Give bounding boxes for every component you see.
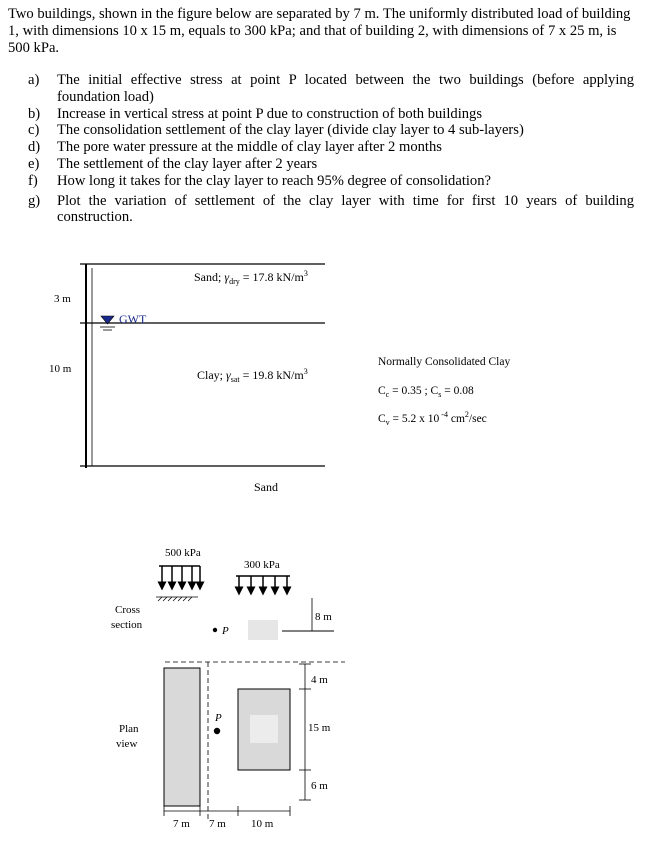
load-arrows-500 [159,566,200,586]
question-label: b) [28,105,41,122]
question-text: The consolidation settlement of the clay layer (divide clay layer to 4 sub-layers) [57,122,524,139]
bottom-sand-label: Sand [254,480,278,494]
load-arrows-300 [236,576,290,591]
sand-layer-label: Sand; $\gamma_{dry} = 17.8$ $kN/m^3$ [194,269,308,286]
question-text: The initial effective stress at point P located between the two buildings (before applying foundation load) [57,72,634,105]
dim-7m-label: 7 m [173,818,190,830]
question-label: f) [28,172,38,189]
load-300-label: 300 kPa [244,559,280,571]
cross-section-label: section [111,619,143,631]
question-text: Plot the variation of settlement of the clay layer with time for first 10 years of building construction. [57,192,634,226]
question-text: The settlement of the clay layer after 2 years [57,155,318,172]
consolidation-coefficient: $C_v = 5.2$ x 10 $^{-4}$ $cm^2/\sec$ [378,410,487,427]
question-label: a) [28,72,40,88]
clay-thickness-label: 10 m [49,363,72,375]
point-p-label: P [215,712,222,724]
building-2-plan [164,668,200,806]
gwt-label: GWT [119,312,147,326]
point-p-label: P [222,625,229,637]
plan-view-diagram [116,662,345,830]
question-text: The pore water pressure at the middle of clay layer after 2 months [57,139,442,156]
soil-profile [49,264,510,494]
building-1-inner [250,715,278,743]
question-label: g) [28,192,41,209]
question-label: c) [28,122,40,139]
plan-view-label: Plan [119,723,139,735]
dim-15m-label: 15 m [308,722,331,734]
building-footprint [248,620,278,640]
point-p-marker [213,628,217,632]
point-p-marker [214,728,220,734]
question-text: How long it takes for the clay layer to reach 95% degree of consolidation? [57,172,492,189]
cross-section-label: Cross [115,604,141,616]
question-label: e) [28,155,40,172]
compression-indices: $C_c = 0.35$ ; $C_s = 0.08$ [378,385,474,399]
problem-statement: Two buildings, shown in the figure below are separated by 7 m. The uniformly distributed load of building 1, with dimensions 10 x 15 m, equals to 300 kPa; and that of building 2, with dimensions of 7 x 25 m, is 500 kPa. [8,6,631,56]
dim-10m-label: 10 m [251,818,274,830]
dim-4m-label: 4 m [311,674,328,686]
question-label: d) [28,139,41,156]
plan-view-label: view [116,738,138,750]
dim-6m-label: 6 m [311,780,328,792]
clay-layer-label: Clay; $\gamma_{sat} = 19.8$ $kN/m^3$ [197,367,308,384]
dim-7m-label: 7 m [209,818,226,830]
sand-thickness-label: 3 m [54,293,71,305]
ground-hatching [156,597,198,601]
load-500-label: 500 kPa [165,547,201,559]
depth-8m-label: 8 m [315,611,332,623]
cross-section-diagram [111,547,334,640]
question-text: Increase in vertical stress at point P due to construction of both buildings [57,105,483,122]
clay-props-title: Normally Consolidated Clay [378,356,511,368]
